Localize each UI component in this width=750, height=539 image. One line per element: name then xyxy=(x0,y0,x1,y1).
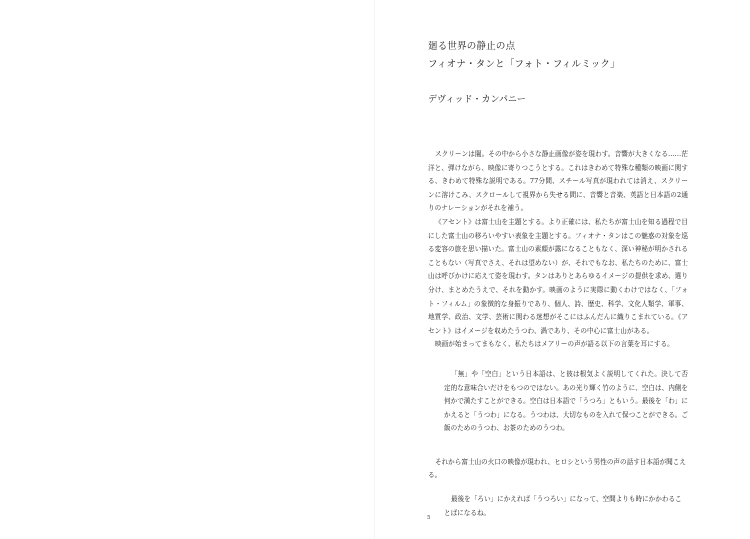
block-quote xyxy=(428,368,688,436)
page-number: 5 xyxy=(427,515,431,521)
quote2-paragraph: 最後を「ろい」にかえれば「うつろい」になって、空間よりも時にかかわることばになるね。 xyxy=(444,495,682,517)
body-paragraph-1: スクリーンは闇。その中から小さな静止画像が姿を現わす。音響が大きくなる……茫洋と、弾けながら、映像に寄りつこうとする。これはきわめて特殊な種類の映画に関する、きわめて特殊な説明である。77分間、スチール写真が現われては消え、スクリーンに溶けこみ、スクロールして視界から失せる間に、音響と音楽、英語と日本語の2通りのナレーションがそれを補う。 xyxy=(428,150,688,213)
body-paragraph-3: 映画が始まってまもなく、私たちはメアリーの声が語る以下の言葉を耳にする。 xyxy=(435,340,674,349)
article-title: 廻る世界の静止の点 xyxy=(428,41,516,52)
author-name: デヴィッド・カンパニー xyxy=(428,95,526,105)
document-page xyxy=(428,40,688,520)
after-quote-text: それから富士山の火口の映像が現われ、ヒロシという男性の声の話す日本語が聞こえる。 xyxy=(428,457,686,480)
article-subtitle: フィオナ・タンと「フォト・フィルミック」 xyxy=(428,59,620,70)
body-text xyxy=(428,148,688,352)
spread-gutter xyxy=(374,0,375,539)
block-quote-2 xyxy=(428,493,688,520)
body-paragraph-2: 《アセント》は富士山を主題とする。より正確には、私たちが富士山を知る過程で目にした富士山の移ろいやすい表象を主題とする。フィオナ・タンはこの魅惑の対象を巡る変容の旅を思い描いた。富士山の素顔が露になることもなく、深い神秘が明かされることもない（写真でさえ、それは望めない）が、それでもなお、私たちのために、富士山は呼びかけに応えて姿を現わす。タンはありとあらゆるイメージの提供を求め、選り分け、まとめたうえで、それを動かす。映画のように実際に動くわけではなく、「フォト・フィルム」の象徴的な身振りであり、個人、詩、歴史、科学、文化人類学、軍事、地質学、政治、文学、芸術に関わる迷想がそこにはふんだんに織りこまれている。《アセント》はイメージを収めたうつわ、渦であり、その中心に富士山がある。 xyxy=(428,217,688,335)
quote-paragraph: 「無」や「空白」という日本語は、と彼は根気よく説明してくれた。決して否定的な意味合いだけをもつのではない。あの光り輝く竹のように、空白は、内側を何かで満たすことができる。空白は日本語で「うつろ」ともいう。最後を「わ」にかえると「うつわ」になる。うつわは、大切なものを入れて保つことができる。ご飯のためのうつわ、お茶のためのうつわ。 xyxy=(444,369,688,433)
after-quote-paragraph xyxy=(428,456,688,483)
